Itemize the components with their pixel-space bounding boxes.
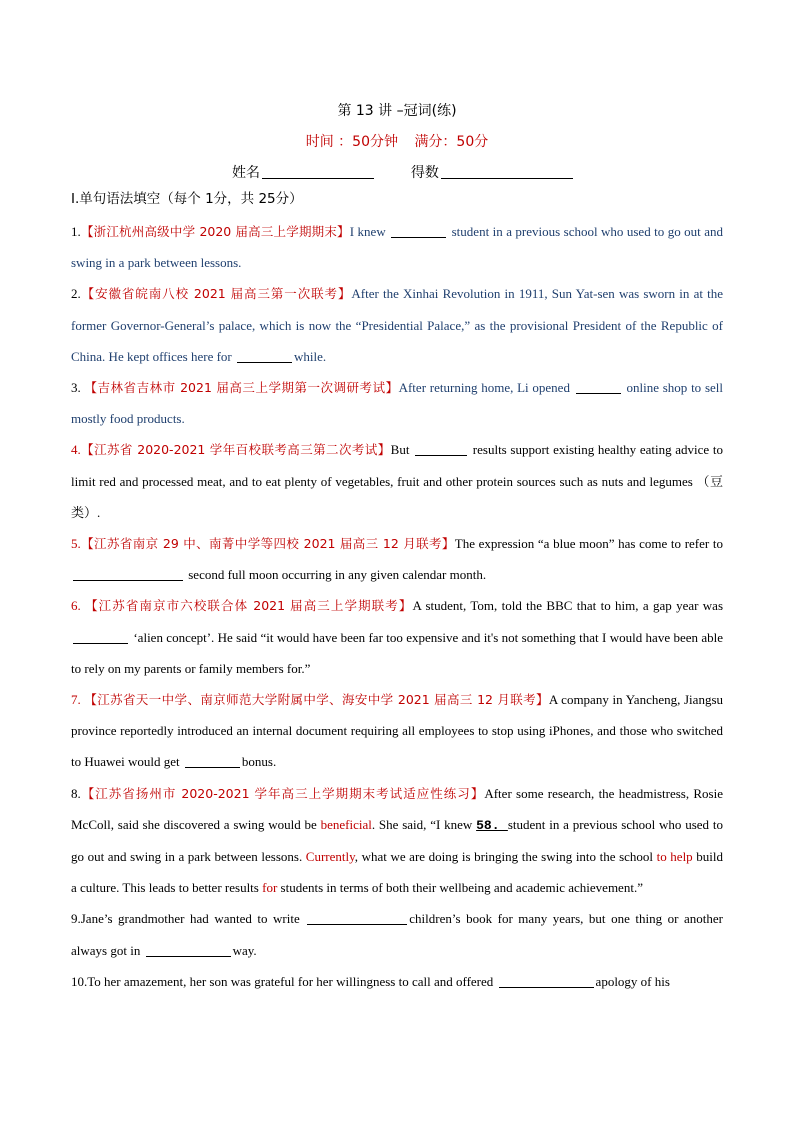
- question-8: 8.【江苏省扬州市 2020-2021 学年高三上学期期末考试适应性练习】After some research, the headmistress, Rosie McColl, said she discovered a swing would be beneficial. She said, “I knew 58. student in a previous school who used to go out and swing in a park between lessons. Currently, what we are doing is bringing the swing into the school to help build a culture. This leads to better results for students in terms of both their wellbeing and academic achievement.”: [71, 785, 723, 896]
- question-source: 【江苏省天一中学、南京师范大学附属中学、海安中学 2021 届高三 12 月联考】: [84, 692, 549, 708]
- answer-blank: [146, 943, 231, 957]
- question-3: 3. 【吉林省吉林市 2021 届高三上学期第一次调研考试】After returning home, Li opened online shop to sell mostly food products.: [71, 380, 723, 427]
- question-10: 10.To her amazement, her son was grateful for her willingness to call and offered apology of his: [71, 973, 670, 989]
- question-7: 7. 【江苏省天一中学、南京师范大学附属中学、海安中学 2021 届高三 12 月联考】A company in Yancheng, Jiangsu province reportedly introduced an internal document requiring all employees to stop using iPhones, and those who switched to Huawei would get bonus.: [71, 692, 724, 770]
- time-limit: 时间 ：50分钟: [305, 134, 398, 150]
- question-9: 9.Jane’s grandmother had wanted to write children’s book for many years, but one thing or another always got in way.: [71, 911, 723, 958]
- question-1: 1.【浙江杭州高级中学 2020 届高三上学期期末】I knew student in a previous school who used to go out and swing in a park between lessons.: [71, 224, 724, 271]
- question-source: 【浙江杭州高级中学 2020 届高三上学期期末】: [80, 224, 350, 239]
- name-score-line: [232, 162, 575, 182]
- question-source: 【江苏省南京 29 中、南菁中学等四校 2021 届高三 12 月联考】: [80, 536, 455, 552]
- question-number-58: 58.: [476, 817, 508, 833]
- question-5: 5.【江苏省南京 29 中、南菁中学等四校 2021 届高三 12 月联考】The expression “a blue moon” has come to refer to second full moon occurring in any given calendar month.: [71, 536, 723, 583]
- answer-blank: [576, 380, 621, 394]
- question-source: 【江苏省 2020-2021 学年百校联考高三第二次考试】: [80, 442, 391, 458]
- answer-blank: [237, 349, 292, 363]
- question-4: 4.【江苏省 2020-2021 学年百校联考高三第二次考试】But results support existing healthy eating advice to limit red and processed meat, and to eat plenty of vegetables, fruit and other protein sources such as nuts and legumes （豆类）.: [71, 442, 723, 520]
- question-source: 【安徽省皖南八校 2021 届高三第一次联考】: [80, 286, 352, 302]
- answer-blank: [307, 911, 407, 925]
- question-source: 【江苏省扬州市 2020-2021 学年高三上学期期末考试适应性练习】: [80, 785, 485, 801]
- answer-blank: [391, 224, 446, 238]
- answer-blank: [185, 754, 240, 768]
- question-list: [71, 216, 723, 997]
- score-blank: [441, 164, 573, 179]
- full-score: 满分：50分: [414, 134, 489, 150]
- answer-blank: [73, 567, 183, 581]
- question-source: 【江苏省南京市六校联合体 2021 届高三上学期联考】: [85, 598, 413, 614]
- time-score-line: [0, 131, 794, 151]
- question-6: 6. 【江苏省南京市六校联合体 2021 届高三上学期联考】A student, Tom, told the BBC that to him, a gap year was ‘alien concept’. He said “it would have been far too expensive and it's not something that I would have been able to rely on my parents or family members for.”: [71, 598, 723, 676]
- name-label: 姓名: [232, 165, 260, 181]
- section-title: Ⅰ.单句语法填空（每个 1分，共 25分）: [71, 191, 303, 207]
- answer-blank: [499, 974, 594, 988]
- question-2: 2.【安徽省皖南八校 2021 届高三第一次联考】After the Xinhai Revolution in 1911, Sun Yat-sen was sworn in at the former Governor-General’s palace, which is now the “Presidential Palace,” as the provisional President of the Republic of China. He kept offices here for while.: [71, 286, 724, 364]
- question-source: 【吉林省吉林市 2021 届高三上学期第一次调研考试】: [84, 380, 399, 396]
- page-title: 第 13 讲 –冠词(练): [337, 103, 457, 119]
- answer-blank: [73, 630, 128, 644]
- name-blank: [262, 164, 374, 179]
- score-label: 得数: [410, 165, 439, 181]
- answer-blank: [415, 442, 467, 456]
